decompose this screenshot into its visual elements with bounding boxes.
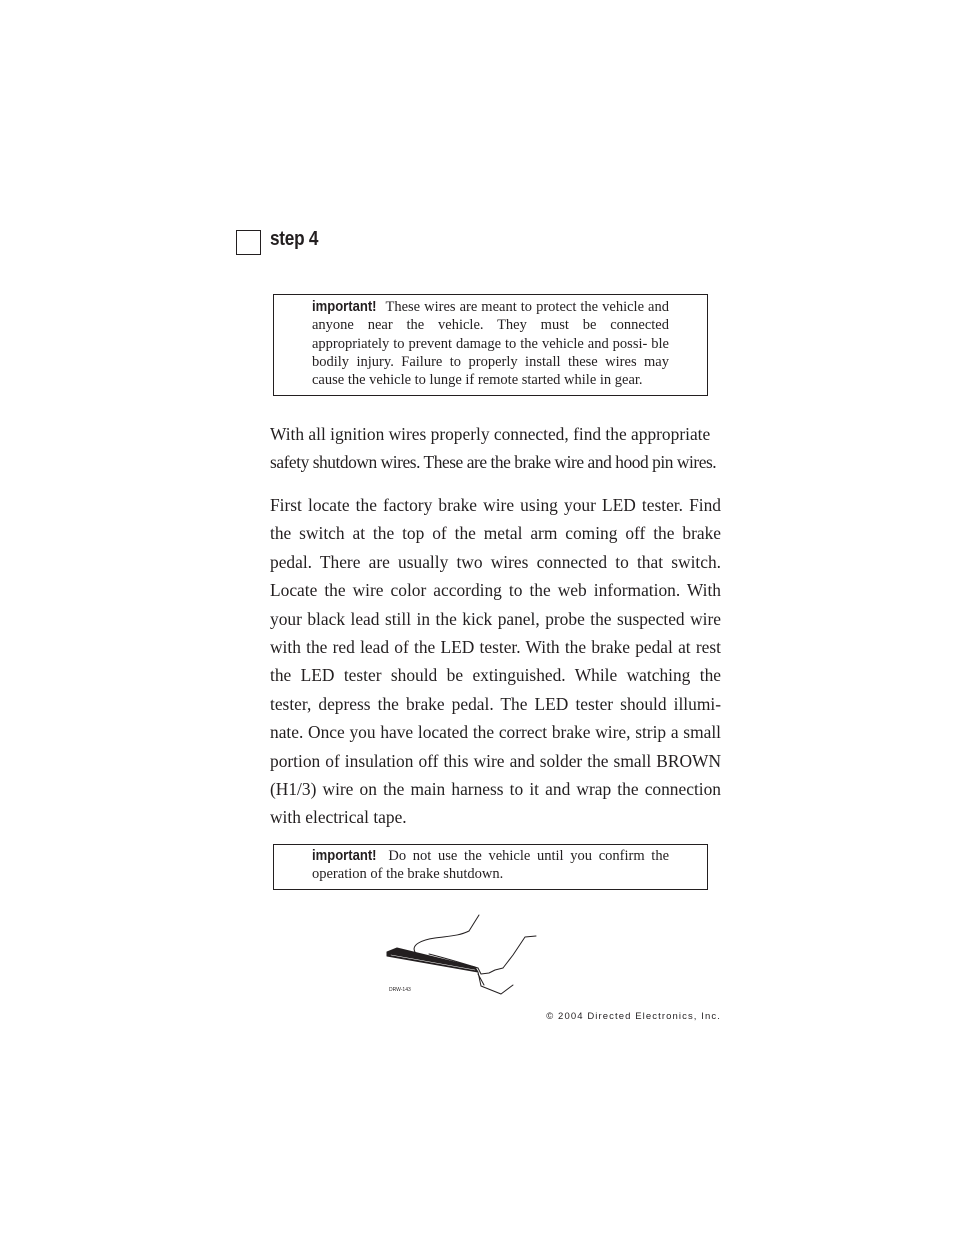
note-text: Do not use the vehicle until you confirm the operation of the brake shutdown.: [312, 848, 670, 883]
important-note-safety-wires: [273, 294, 708, 396]
important-note-brake-shutdown: [273, 844, 708, 890]
intro-line-2: safety shutdown wires. These are the brake wire and hood pin wires.: [270, 452, 717, 473]
note-body: [312, 298, 669, 389]
figure-code: DRW-143: [389, 987, 411, 993]
brake-pedal-illustration: [385, 912, 545, 1002]
important-label: important!: [312, 848, 377, 864]
note-text: These wires are meant to protect the vehicle and anyone near the vehicle. They must be connected appropriately to prevent damage to the vehicle and possi- ble bodily injury. Failure to properly install these wires may cause the vehicle to lunge if remote started while in gear.: [312, 299, 669, 389]
copyright-notice: © 2004 Directed Electronics, Inc.: [546, 1011, 721, 1022]
important-label: important!: [312, 299, 377, 315]
intro-line-1: With all ignition wires properly connected, find the appropriate: [270, 424, 711, 444]
step-checkbox[interactable]: [236, 230, 261, 255]
note-body: [312, 847, 669, 884]
intro-paragraph: [270, 420, 721, 477]
brake-wire-paragraph: First locate the factory brake wire using your LED tester. Find the switch at the top of the metal arm coming off the brake pedal. There are usually two wires connected to that switch. Locate the wire color according to the web information. With your black lead still in the kick panel, probe the suspected wire with the red lead of the LED tester. With the brake pedal at rest the LED tester should be extinguished. While watching the tester, depress the brake pedal. The LED tester should illumi- nate. Once you have located the correct brake wire, strip a small portion of insulation off this wire and solder the small BROWN (H1/3) wire on the main harness to it and wrap the connection with electrical tape.: [270, 495, 721, 828]
step-title: step 4: [270, 228, 319, 250]
